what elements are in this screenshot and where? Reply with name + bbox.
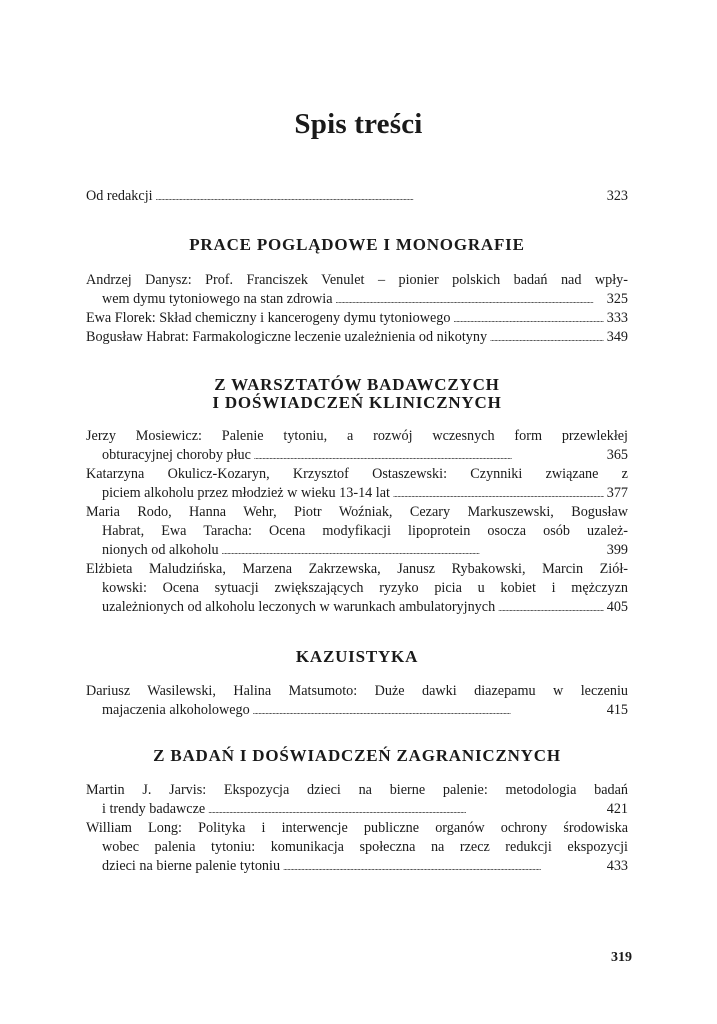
entry-page-number: 405 [606,599,628,615]
entry-page-number: 349 [606,329,628,345]
entry-page-number: 325 [606,291,628,307]
entry-text: dzieci na bierne palenie tytoniu [102,858,281,874]
toc-entry: William Long: Polityka i interwencje publiczne organów ochrony środowiska wobec palenia tytoniu: komunikacja społeczna na rzecz redukcji ekspozycji dzieci na bierne palenie tytoniu . . . 433 [86,819,628,876]
dot-leader [490,328,604,348]
entry-text: obturacyjnej choroby płuc [102,447,251,463]
entry-text: Ewa Florek: Skład chemiczny i kancerogeny dymu tytoniowego [86,310,451,326]
page-title: Spis treści [294,108,423,140]
section-heading: KAZUISTYKA [295,647,419,666]
entry-page-number: 415 [606,702,628,718]
entry-text: nionych od alkoholu [102,542,219,558]
entry-text: majaczenia alkoholowego [102,702,250,718]
dot-leader [393,484,604,504]
toc-entry: Jerzy Mosiewicz: Palenie tytoniu, a rozwój wczesnych form przewlekłej obturacyjnej choroby płuc . . . 365 [86,427,628,465]
dot-leader [253,701,604,721]
toc-entry: Dariusz Wasilewski, Halina Matsumoto: Duże dawki diazepamu w leczeniu majaczenia alkoholowego . . . 415 [86,682,628,720]
entry-page-number: 433 [606,858,628,874]
dot-leader [208,800,604,820]
toc-entry: Maria Rodo, Hanna Wehr, Piotr Woźniak, Cezary Markuszewski, Bogusław Habrat, Ewa Taracha: Ocena modyfikacji lipoprotein osocza osób uzależ- nionych od alkoholu . . . 399 [86,503,628,560]
entry-text: wem dymu tytoniowego na stan zdrowia [102,291,333,307]
dot-leader [498,598,604,618]
dot-leader [283,857,604,877]
dot-leader [222,541,604,561]
section-heading: PRACE POGLĄDOWE I MONOGRAFIE [189,235,525,254]
toc-entry [86,309,628,328]
entry-text: piciem alkoholu przez młodzież w wieku 13-14 lat [102,485,390,501]
entry-page-number: 421 [606,801,628,817]
entry-text: uzależnionych od alkoholu leczonych w warunkach ambulatoryjnych [102,599,496,615]
toc-entry: Elżbieta Maludzińska, Marzena Zakrzewska, Janusz Rybakowski, Marcin Ziół- kowski: Ocena sytuacji zwiększających ryzyko picia u kobiet i mężczyzn uzależnionych od alkoholu leczonych w warunkach ambulatoryjnych . . . 405 [86,560,628,617]
toc-entry-od-redakcji [86,187,628,206]
section-heading: Z WARSZTATÓW BADAWCZYCH I DOŚWIADCZEŃ KLINICZNYCH [212,375,502,412]
dot-leader [254,446,604,466]
toc-entry: Katarzyna Okulicz-Kozaryn, Krzysztof Ostaszewski: Czynniki związane z piciem alkoholu przez młodzież w wieku 13-14 lat . . . 377 [86,465,628,503]
dot-leader [453,309,603,329]
entry-text: Od redakcji [86,188,153,204]
entry-page-number: 377 [606,485,628,501]
entry-page-number: 399 [606,542,628,558]
entry-page-number: 323 [606,188,628,204]
toc-entry [86,328,628,347]
entry-text: Bogusław Habrat: Farmakologiczne leczenie uzależnienia od nikotyny [86,329,488,345]
entry-page-number: 365 [606,447,628,463]
section-heading: Z BADAŃ I DOŚWIADCZEŃ ZAGRANICZNYCH [153,746,561,765]
toc-entry: Andrzej Danysz: Prof. Franciszek Venulet – pionier polskich badań nad wpły- wem dymu tytoniowego na stan zdrowia . . . 325 [86,271,628,309]
toc-entry: Martin J. Jarvis: Ekspozycja dzieci na bierne palenie: metodologia badań i trendy badawcze . . . 421 [86,781,628,819]
entry-page-number: 333 [606,310,628,326]
entry-text: i trendy badawcze [102,801,206,817]
page-number: 319 [611,950,632,965]
dot-leader [336,290,604,310]
dot-leader [156,187,604,207]
